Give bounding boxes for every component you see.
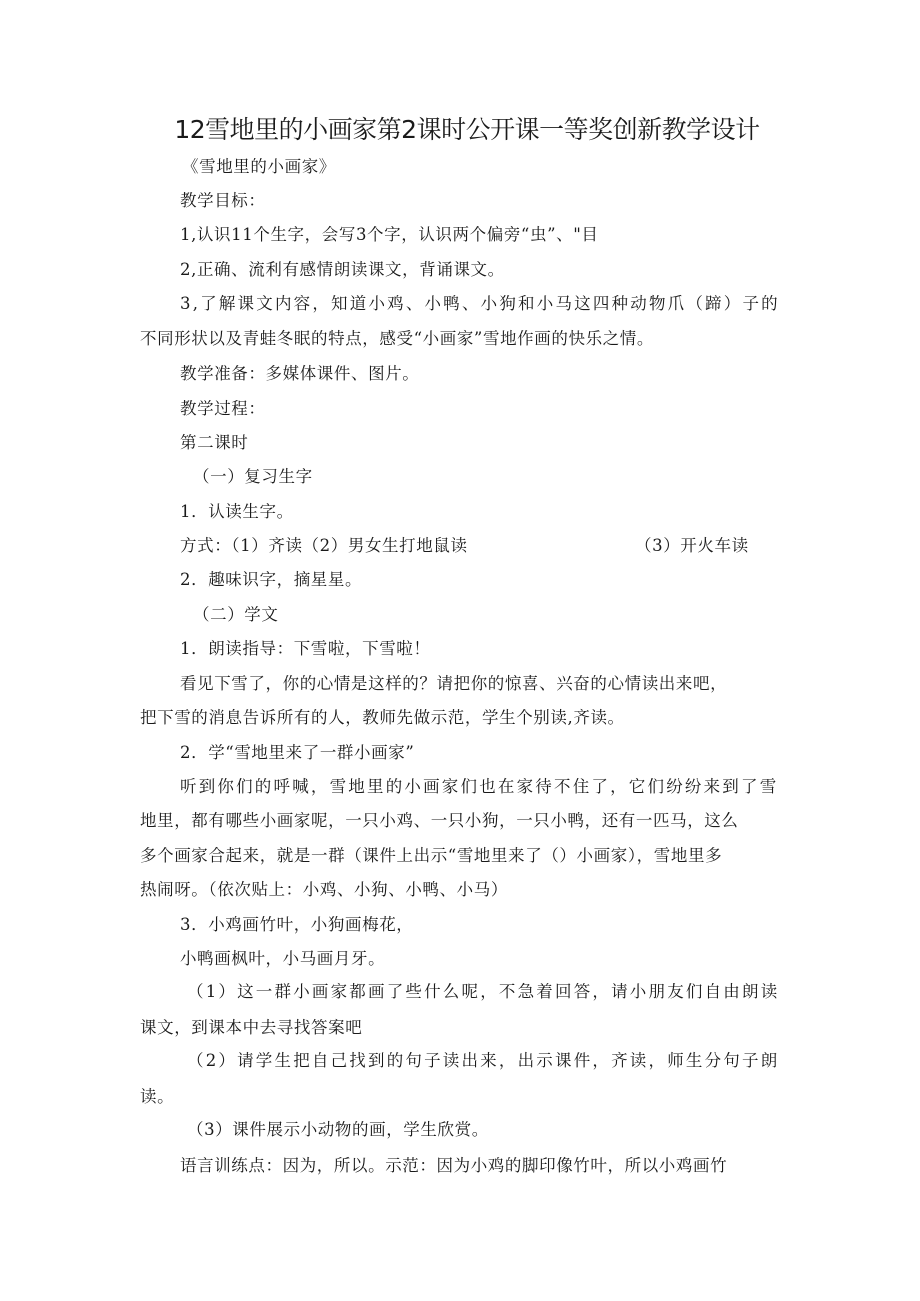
text-line: （3）课件展示小动物的画，学生欣赏。: [187, 1120, 489, 1139]
text-line: 听到你们的呼喊，雪地里的小画家们也在家待不住了，它们纷纷来到了雪: [180, 777, 779, 796]
text-line: 2．趣味识字，摘星星。: [180, 570, 363, 589]
text-line: 第二课时: [180, 433, 249, 452]
text-line: （二）学文: [193, 605, 279, 624]
text-line: （3）开火车读: [635, 536, 749, 555]
text-line: 教学准备：多媒体课件、图片。: [180, 364, 420, 383]
text-line: 教学过程：: [180, 399, 266, 418]
text-line: 读。: [140, 1087, 175, 1106]
text-line: 地里，都有哪些小画家呢，一只小鸡、一只小狗，一只小鸭，还有一匹马，这么: [140, 811, 739, 830]
text-line: 3．小鸡画竹叶，小狗画梅花，: [180, 915, 414, 934]
text-line: 多个画家合起来，就是一群（课件上出示“雪地里来了（）小画家），雪地里多: [140, 846, 723, 865]
text-line: 热闹呀。（依次贴上：小鸡、小狗、小鸭、小马）: [140, 880, 508, 899]
text-line: （2）请学生把自己找到的句子读出来，出示课件，齐读，师生分句子朗: [187, 1051, 780, 1070]
text-line: 语言训练点：因为，所以。示范：因为小鸡的脚印像竹叶，所以小鸡画竹: [180, 1156, 728, 1175]
text-line: 2,正确、流利有感情朗读课文，背诵课文。: [180, 260, 505, 279]
text-line: 教学目标：: [180, 191, 266, 210]
document-title: 12雪地里的小画家第2课时公开课一等奖创新教学设计: [174, 115, 760, 144]
text-line: 方式：（1）齐读（2）男女生打地鼠读: [180, 536, 468, 555]
text-line: 1．朗读指导：下雪啦，下雪啦！: [180, 639, 431, 658]
text-line: 看见下雪了，你的心情是这样的？请把你的惊喜、兴奋的心情读出来吧，: [180, 674, 728, 693]
text-line: （1）这一群小画家都画了些什么呢，不急着回答，请小朋友们自由朗读: [187, 982, 780, 1001]
text-line: 不同形状以及青蛙冬眠的特点，感受“小画家”雪地作画的快乐之情。: [140, 329, 654, 348]
text-line: 1,认识11个生字，会写3个字，认识两个偏旁“虫”、"目: [180, 225, 599, 244]
text-line: 把下雪的消息告诉所有的人，教师先做示范，学生个别读,齐读。: [140, 708, 625, 727]
text-line: 2．学“雪地里来了一群小画家”: [180, 743, 415, 762]
text-line: 课文，到课本中去寻找答案吧: [140, 1018, 363, 1037]
text-line: 3,了解课文内容，知道小鸡、小鸭、小狗和小马这四种动物爪（蹄）子的: [180, 294, 780, 313]
text-line: 《雪地里的小画家》: [182, 157, 336, 176]
text-line: 小鸭画枫叶，小马画月牙。: [180, 949, 386, 968]
text-line: 1．认读生字。: [180, 502, 294, 521]
text-line: （一）复习生字: [193, 467, 313, 486]
